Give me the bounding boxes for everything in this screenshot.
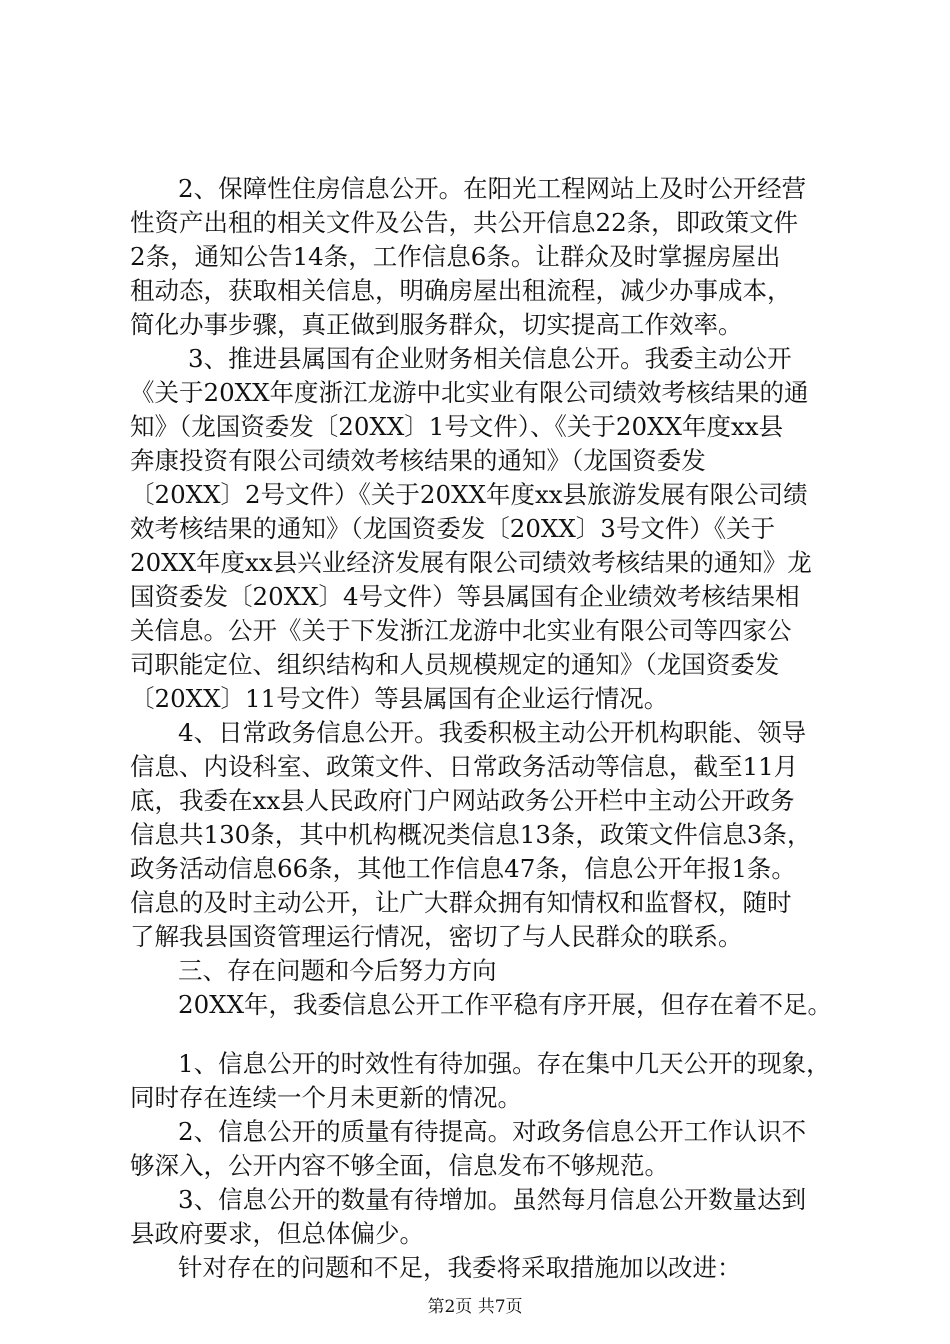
text-line: 县政府要求，但总体偏少。	[130, 1219, 424, 1248]
text-line: 知》（龙国资委发〔20XX〕1号文件）、《关于20XX年度xx县	[130, 412, 784, 441]
text-line: 2、保障性住房信息公开。在阳光工程网站上及时公开经营	[178, 174, 807, 203]
text-line: 信息共130条，其中机构概况类信息13条，政策文件信息3条，	[130, 820, 812, 849]
text-line: 关信息。公开《关于下发浙江龙游中北实业有限公司等四家公	[130, 616, 792, 645]
text-line: 信息、内设科室、政策文件、日常政务活动等信息，截至11月	[130, 752, 799, 781]
text-line: 3、推进县属国有企业财务相关信息公开。我委主动公开	[188, 344, 792, 373]
text-line: 信息的及时主动公开，让广大群众拥有知情权和监督权，随时	[130, 888, 792, 917]
text-line: 了解我县国资管理运行情况，密切了与人民群众的联系。	[130, 922, 743, 951]
text-line: 租动态，获取相关信息，明确房屋出租流程，减少办事成本，	[130, 276, 792, 305]
text-line: 〔20XX〕11号文件）等县属国有企业运行情况。	[130, 684, 669, 713]
text-line: 国资委发〔20XX〕4号文件）等县属国有企业绩效考核结果相	[130, 582, 800, 611]
text-line: 4、日常政务信息公开。我委积极主动公开机构职能、领导	[178, 718, 807, 747]
text-line: 20XX年度xx县兴业经济发展有限公司绩效考核结果的通知》龙	[130, 548, 812, 577]
text-line: 1、信息公开的时效性有待加强。存在集中几天公开的现象，	[178, 1049, 831, 1078]
text-line: 3、信息公开的数量有待增加。虽然每月信息公开数量达到	[178, 1185, 807, 1214]
text-line: 性资产出租的相关文件及公告，共公开信息22条，即政策文件	[130, 208, 799, 237]
text-line: 奔康投资有限公司绩效考核结果的通知》（龙国资委发	[130, 446, 706, 475]
text-line: 2、信息公开的质量有待提高。对政务信息公开工作认识不	[178, 1117, 807, 1146]
text-line: 效考核结果的通知》（龙国资委发〔20XX〕3号文件）《关于	[130, 514, 776, 543]
text-line: 2条，通知公告14条，工作信息6条。让群众及时掌握房屋出	[130, 242, 781, 271]
text-line: 简化办事步骤，真正做到服务群众，切实提高工作效率。	[130, 310, 743, 339]
page-footer: 第2页 共7页	[427, 1297, 523, 1317]
text-line: 《关于20XX年度浙江龙游中北实业有限公司绩效考核结果的通	[130, 378, 809, 407]
text-line: 够深入，公开内容不够全面，信息发布不够规范。	[130, 1151, 669, 1180]
text-line: 〔20XX〕2号文件）《关于20XX年度xx县旅游发展有限公司绩	[130, 480, 808, 509]
text-line: 针对存在的问题和不足，我委将采取措施加以改进：	[178, 1253, 742, 1282]
text-line: 20XX年，我委信息公开工作平稳有序开展，但存在着不足。	[178, 990, 833, 1019]
section-heading: 三、存在问题和今后努力方向	[178, 956, 497, 985]
text-line: 司职能定位、组织结构和人员规模规定的通知》（龙国资委发	[130, 650, 780, 679]
text-line: 底，我委在xx县人民政府门户网站政务公开栏中主动公开政务	[130, 786, 795, 815]
text-line: 同时存在连续一个月未更新的情况。	[130, 1083, 522, 1112]
text-line: 政务活动信息66条，其他工作信息47条，信息公开年报1条。	[130, 854, 796, 883]
